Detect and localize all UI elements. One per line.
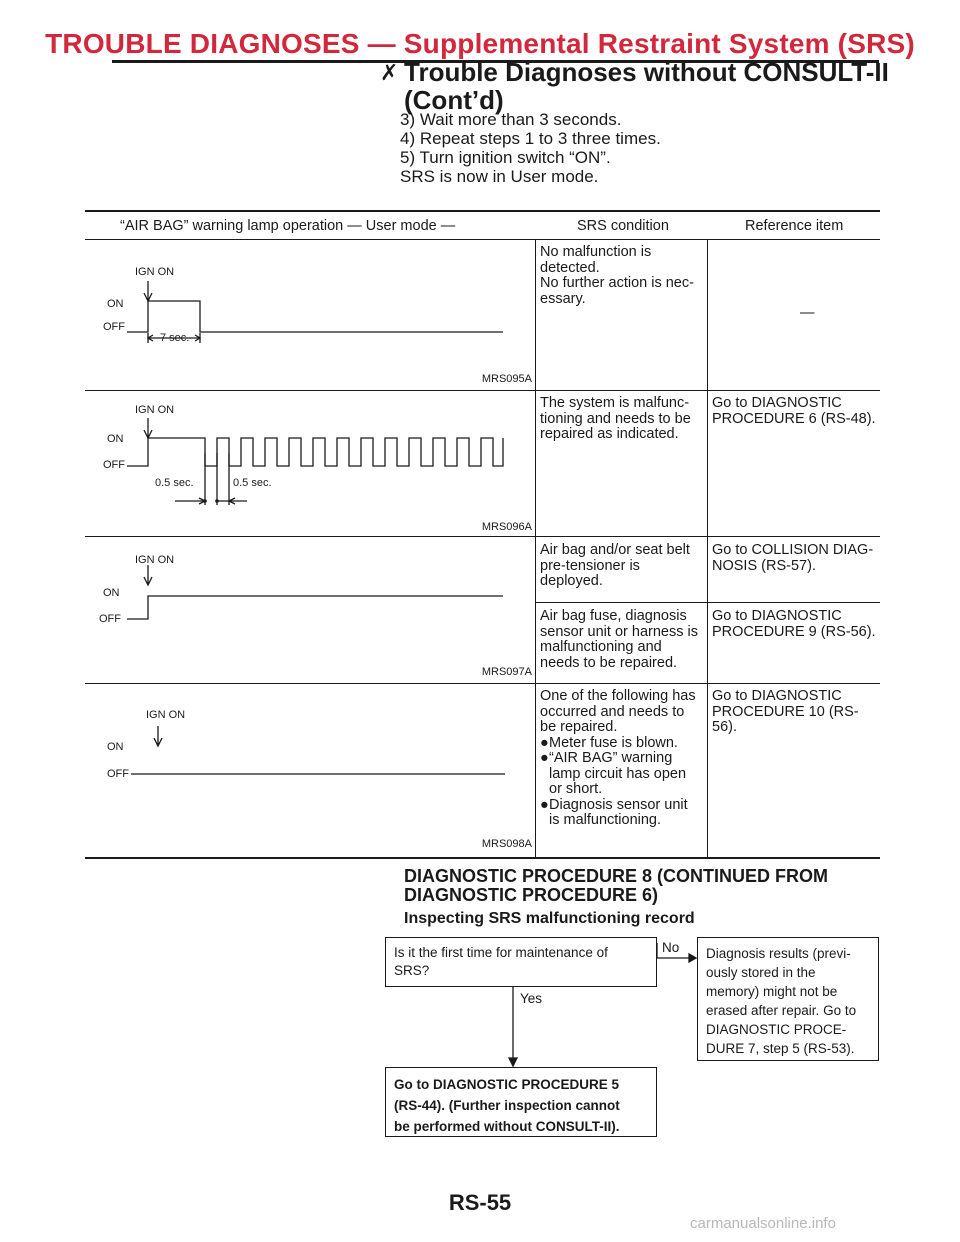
condition-cell: The system is malfunc- tioning and needs to be repaired as indicated.	[540, 395, 691, 442]
reference-cell: Go to DIAGNOSTIC PROCEDURE 6 (RS-48).	[712, 395, 876, 427]
table-header-lamp: “AIR BAG” warning lamp operation — User mode —	[120, 218, 456, 234]
figure-id: MRS097A	[481, 666, 532, 678]
table-header-reference: Reference item	[745, 218, 844, 234]
off-label: OFF	[107, 768, 129, 780]
procedure-subtitle: Inspecting SRS malfunctioning record	[404, 910, 695, 927]
watermark-text: carmanualsonline.info	[690, 1215, 836, 1232]
ign-on-label: IGN ON	[135, 554, 175, 566]
waveform-3	[127, 596, 503, 619]
figure-id: MRS098A	[481, 838, 532, 850]
step-text: 4) Repeat steps 1 to 3 three times.	[400, 129, 661, 148]
off-label: OFF	[103, 321, 125, 333]
flow-arrows	[500, 940, 700, 1070]
question-box: Is it the first time for maintenance of SRS?	[385, 937, 657, 987]
condition-cell: Air bag and/or seat belt pre-tensioner is deployed.	[540, 542, 690, 589]
table-top-rule	[85, 210, 880, 212]
step-text: 3) Wait more than 3 seconds.	[400, 110, 622, 129]
page-header-title: TROUBLE DIAGNOSES — Supplemental Restraint System (SRS)	[45, 28, 915, 59]
dimension-dot	[215, 499, 219, 503]
yes-result-box: Go to DIAGNOSTIC PROCEDURE 5 (RS-44). (Further inspection cannot be performed without CONSULT-II).	[385, 1067, 657, 1137]
wrench-cross-icon: ✗	[380, 60, 399, 85]
table-column-divider	[535, 239, 536, 859]
step-text: SRS is now in User mode.	[400, 167, 599, 186]
ign-on-label: IGN ON	[146, 709, 186, 721]
figure-id: MRS096A	[481, 521, 532, 533]
half-sec-label: 0.5 sec.	[155, 477, 194, 489]
steps-list	[400, 110, 661, 186]
procedure-title: DIAGNOSTIC PROCEDURE 8 (CONTINUED FROM DIAGNOSTIC PROCEDURE 6)	[404, 866, 829, 905]
condition-cell: No malfunction is detected. No further action is nec- essary.	[540, 244, 694, 307]
bullet-icon: ●	[540, 750, 549, 766]
reference-cell: Go to DIAGNOSTIC PROCEDURE 10 (RS- 56).	[712, 688, 859, 735]
subsection-title-cont: (Cont’d)	[404, 85, 504, 115]
on-label: ON	[107, 433, 124, 445]
ign-on-arrow-3	[144, 565, 152, 585]
on-label: ON	[107, 298, 124, 310]
reference-cell: Go to DIAGNOSTIC PROCEDURE 9 (RS-56).	[712, 608, 876, 640]
no-result-box: Diagnosis results (previ- ously stored in the memory) might not be erased after repair. Go to DIAGNOSTIC PROCE- DURE 7, step 5 (RS-53).	[697, 937, 879, 1061]
table-header-condition: SRS condition	[577, 218, 669, 234]
waveform-1	[127, 301, 503, 332]
figure-id: MRS095A	[481, 373, 532, 385]
subsection-title: Trouble Diagnoses without CONSULT-II	[404, 57, 889, 87]
ign-on-arrow-4	[154, 726, 162, 746]
on-label: ON	[103, 587, 120, 599]
step-text: 5) Turn ignition switch “ON”.	[400, 148, 611, 167]
off-label: OFF	[99, 613, 121, 625]
reference-cell: Go to COLLISION DIAG- NOSIS (RS-57).	[712, 542, 874, 574]
lamp-waveform-diagrams	[85, 239, 535, 859]
bullet-icon: ●	[540, 734, 549, 751]
ign-on-label: IGN ON	[135, 266, 175, 278]
no-label: No	[662, 940, 680, 955]
waveform-2	[127, 438, 503, 466]
half-sec-label: 0.5 sec.	[233, 477, 272, 489]
ign-on-label: IGN ON	[135, 404, 175, 416]
yes-label: Yes	[520, 991, 543, 1006]
seven-sec-label: 7 sec.	[160, 332, 190, 344]
reference-cell: —	[800, 305, 815, 321]
dimension-dot	[203, 499, 207, 503]
table-column-divider	[707, 239, 708, 859]
off-label: OFF	[103, 459, 125, 471]
on-label: ON	[107, 741, 124, 753]
condition-cell: Air bag fuse, diagnosis sensor unit or harness is malfunctioning and needs to be repaired.	[540, 608, 698, 671]
ign-on-arrow-1	[144, 281, 152, 301]
page-number: RS-55	[448, 1190, 512, 1215]
ign-on-arrow-2	[144, 418, 152, 438]
bullet-icon: ●	[540, 796, 549, 813]
condition-cell: One of the following has occurred and needs to be repaired. ●Meter fuse is blown. ●“AIR BAG” warning lamp circuit has open or short. ●Diagnosis sensor unit is malfunctioning.	[540, 688, 696, 828]
